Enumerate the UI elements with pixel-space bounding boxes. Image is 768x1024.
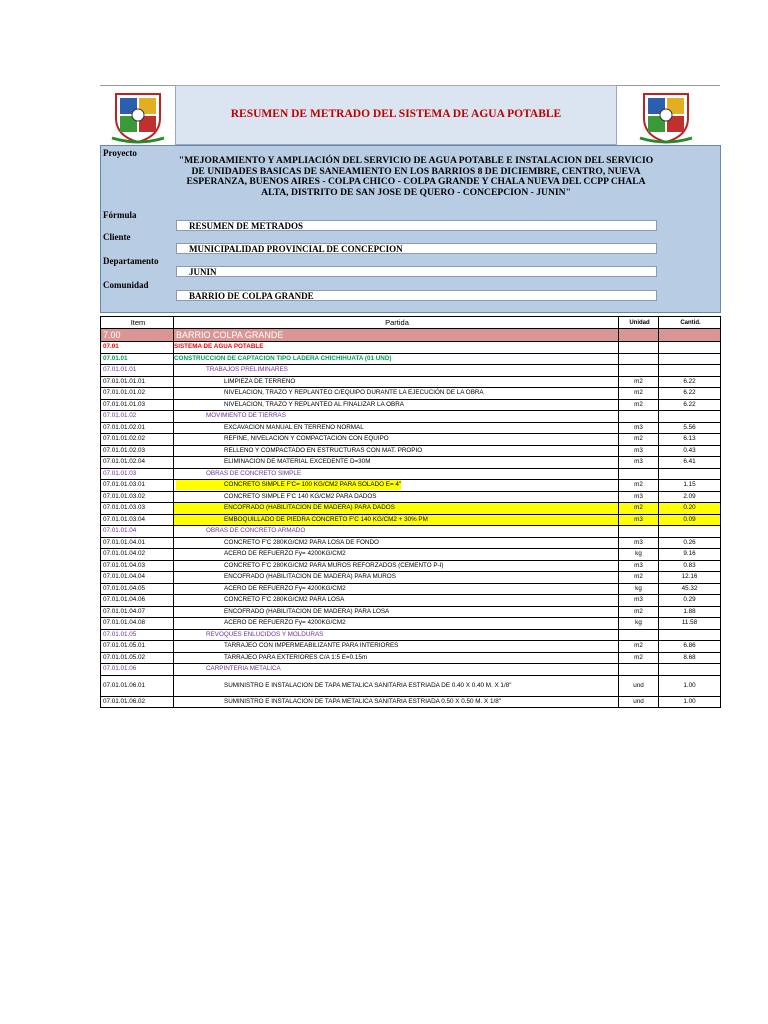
row-cantidad: 6.41 bbox=[659, 457, 721, 469]
table-row bbox=[101, 549, 721, 561]
table-row bbox=[101, 491, 721, 503]
row-unidad: m3 bbox=[619, 422, 659, 434]
cliente-label: Cliente bbox=[103, 232, 131, 242]
row-partida bbox=[174, 434, 619, 446]
row-unidad: m3 bbox=[619, 491, 659, 503]
table-row bbox=[101, 652, 721, 664]
table-row bbox=[101, 342, 721, 354]
row-partida-text: RELLENO Y COMPACTADO EN ESTRUCTURAS CON MAT. PROPIO bbox=[224, 446, 423, 454]
row-partida-text: NIVELACION, TRAZO Y REPLANTEO C/EQUIPO DURANTE LA EJECUCIÓN DE LA OBRA bbox=[224, 389, 484, 397]
row-partida-text: MOVIMIENTO DE TIERRAS bbox=[206, 412, 286, 420]
table-row bbox=[101, 457, 721, 469]
row-unidad: m2 bbox=[619, 480, 659, 492]
row-partida-text: ENCOFRADO (HABILITACION DE MADERA) PARA DADOS bbox=[224, 504, 395, 512]
row-unidad: m2 bbox=[619, 652, 659, 664]
row-partida-text: ACERO DE REFUERZO Fy= 4200KG/CM2 bbox=[224, 584, 346, 592]
row-unidad: m2 bbox=[619, 376, 659, 388]
row-partida-text: CARPINTERIA METALICA bbox=[206, 665, 281, 673]
comunidad-label: Comunidad bbox=[103, 280, 149, 290]
row-unidad: m2 bbox=[619, 606, 659, 618]
row-partida-text: OBRAS DE CONCRETO SIMPLE bbox=[206, 469, 302, 477]
row-cantidad: 9.16 bbox=[659, 549, 721, 561]
row-cantidad: 0.29 bbox=[659, 595, 721, 607]
row-item: 07.01.01 bbox=[101, 353, 174, 365]
row-partida-text: CONCRETO SIMPLE F'C 140 KG/CM2 PARA DADOS bbox=[224, 492, 377, 500]
row-partida-text: SUMINISTRO E INSTALACION DE TAPA METALICA SANITARIA ESTRIADA 0.50 X 0.50 M. X 1/8" bbox=[224, 697, 501, 705]
row-unidad: kg bbox=[619, 618, 659, 630]
row-unidad: m2 bbox=[619, 503, 659, 515]
row-item: 07.01.01.05.02 bbox=[101, 652, 174, 664]
table-row bbox=[101, 411, 721, 423]
row-partida-text: ELIMINACION DE MATERIAL EXCEDENTE D=30M bbox=[224, 458, 371, 466]
row-unidad bbox=[619, 342, 659, 354]
table-row bbox=[101, 514, 721, 526]
row-partida-text: REFINE, NIVELACION Y COMPACTACION CON EQUIPO bbox=[224, 435, 389, 443]
row-unidad: und bbox=[619, 696, 659, 708]
col-header-partida: Partida bbox=[174, 317, 619, 329]
col-header-item: Item bbox=[101, 317, 174, 329]
row-unidad: m3 bbox=[619, 445, 659, 457]
row-item: 07.01.01.04.01 bbox=[101, 537, 174, 549]
coat-of-arms-right-icon bbox=[638, 88, 694, 144]
table-row bbox=[101, 468, 721, 480]
table-row bbox=[101, 434, 721, 446]
section-title: BARRIO COLPA GRANDE bbox=[174, 329, 619, 342]
row-item: 07.01.01.03.01 bbox=[101, 480, 174, 492]
row-cantidad bbox=[659, 411, 721, 423]
row-partida-text: CONCRETO F'C 280KG/CM2 PARA LOSA bbox=[224, 596, 345, 604]
row-cantidad bbox=[659, 664, 721, 676]
row-item: 07.01.01.01.01 bbox=[101, 376, 174, 388]
formula-field: RESUMEN DE METRADOS bbox=[176, 220, 657, 231]
row-item: 07.01.01.06.01 bbox=[101, 675, 174, 696]
row-cantidad: 6.22 bbox=[659, 399, 721, 411]
row-partida-text: EMBOQUILLADO DE PIEDRA CONCRETO F'C 140 KG/CM2 + 30% PM bbox=[224, 515, 428, 523]
table-row bbox=[101, 353, 721, 365]
row-unidad: kg bbox=[619, 583, 659, 595]
table-row bbox=[101, 422, 721, 434]
row-partida bbox=[174, 457, 619, 469]
row-cantidad bbox=[659, 342, 721, 354]
row-item: 07.01.01.04 bbox=[101, 526, 174, 538]
row-cantidad: 0.09 bbox=[659, 514, 721, 526]
row-unidad bbox=[619, 411, 659, 423]
row-item: 07.01 bbox=[101, 342, 174, 354]
row-partida bbox=[174, 353, 619, 365]
row-partida bbox=[174, 399, 619, 411]
row-partida bbox=[174, 365, 619, 377]
row-cantidad bbox=[659, 353, 721, 365]
row-cantidad: 1.00 bbox=[659, 696, 721, 708]
row-unidad bbox=[619, 664, 659, 676]
row-partida-text: ACERO DE REFUERZO Fy= 4200KG/CM2 bbox=[224, 619, 346, 627]
row-partida-text: LIMPIEZA DE TERRENO bbox=[224, 377, 296, 385]
row-item: 07.01.01.04.08 bbox=[101, 618, 174, 630]
row-partida bbox=[174, 514, 619, 526]
row-partida bbox=[174, 411, 619, 423]
document-title: RESUMEN DE METRADO DEL SISTEMA DE AGUA POTABLE bbox=[230, 108, 562, 120]
departamento-field: JUNIN bbox=[176, 266, 657, 277]
row-partida bbox=[174, 583, 619, 595]
cliente-field: MUNICIPALIDAD PROVINCIAL DE CONCEPCION bbox=[176, 243, 657, 254]
table-row bbox=[101, 696, 721, 708]
table-row bbox=[101, 560, 721, 572]
proyecto-label: Proyecto bbox=[103, 148, 137, 158]
row-partida-text: TRABAJOS PRELIMINARES bbox=[206, 366, 288, 374]
project-info-panel bbox=[100, 145, 721, 313]
row-unidad: m2 bbox=[619, 434, 659, 446]
row-item: 07.01.01.02.01 bbox=[101, 422, 174, 434]
row-partida bbox=[174, 445, 619, 457]
row-item: 07.01.01.02.03 bbox=[101, 445, 174, 457]
row-partida bbox=[174, 491, 619, 503]
row-cantidad: 11.58 bbox=[659, 618, 721, 630]
row-cantidad: 0.20 bbox=[659, 503, 721, 515]
row-cantidad: 0.26 bbox=[659, 537, 721, 549]
row-partida-text: OBRAS DE CONCRETO ARMADO bbox=[206, 527, 306, 535]
row-partida bbox=[174, 629, 619, 641]
row-cantidad: 1.00 bbox=[659, 675, 721, 696]
table-row bbox=[101, 641, 721, 653]
row-partida-text: SUMINISTRO E INSTALACION DE TAPA METALICA SANITARIA ESTRIADA DE 0.40 X 0.40 M. X 1/8" bbox=[224, 681, 512, 689]
row-item: 07.01.01.04.02 bbox=[101, 549, 174, 561]
row-partida bbox=[174, 696, 619, 708]
row-cantidad: 2.09 bbox=[659, 491, 721, 503]
col-header-unidad: Unidad bbox=[619, 317, 659, 329]
row-unidad: m3 bbox=[619, 595, 659, 607]
row-cantidad: 8.68 bbox=[659, 652, 721, 664]
row-cantidad: 0.83 bbox=[659, 560, 721, 572]
row-cantidad bbox=[659, 526, 721, 538]
row-item: 07.01.01.06 bbox=[101, 664, 174, 676]
row-unidad: m3 bbox=[619, 560, 659, 572]
table-row bbox=[101, 376, 721, 388]
row-item: 07.01.01.05 bbox=[101, 629, 174, 641]
row-partida bbox=[174, 664, 619, 676]
row-unidad: m3 bbox=[619, 537, 659, 549]
row-cantidad: 6.22 bbox=[659, 388, 721, 400]
row-item: 07.01.01.05.01 bbox=[101, 641, 174, 653]
row-partida bbox=[174, 526, 619, 538]
row-unidad bbox=[619, 526, 659, 538]
row-item: 07.01.01.03.04 bbox=[101, 514, 174, 526]
row-unidad bbox=[619, 629, 659, 641]
row-item: 07.01.01.04.05 bbox=[101, 583, 174, 595]
row-unidad bbox=[619, 365, 659, 377]
row-partida bbox=[174, 376, 619, 388]
row-item: 07.01.01.06.02 bbox=[101, 696, 174, 708]
row-partida-text: ENCOFRADO (HABILITACION DE MADERA) PARA LOSA bbox=[224, 607, 390, 615]
document-title-box bbox=[175, 85, 617, 145]
row-item: 07.01.01.04.04 bbox=[101, 572, 174, 584]
section-item: 7.00 bbox=[101, 329, 174, 342]
table-header-row bbox=[101, 317, 721, 329]
row-item: 07.01.01.02.02 bbox=[101, 434, 174, 446]
row-partida bbox=[174, 595, 619, 607]
row-partida bbox=[174, 549, 619, 561]
row-item: 07.01.01.01 bbox=[101, 365, 174, 377]
proyecto-value: "MEJORAMIENTO Y AMPLIACIÓN DEL SERVICIO DE AGUA POTABLE E INSTALACION DEL SERVICIO DE UNIDADES BASICAS DE SANEAMIENTO EN LOS BARRIOS 8 DE DICIEMBRE, CENTRO, NUEVA ESPERANZA, BUENOS AIRES - COLPA CHICO - COLPA GRANDE Y CHALA NUEVA DEL CCPP CHALA ALTA, DISTRITO DE SAN JOSE DE QUERO - CONCEPCION - JUNIN" bbox=[178, 155, 654, 198]
table-row bbox=[101, 399, 721, 411]
row-partida bbox=[174, 675, 619, 696]
section-cantidad bbox=[659, 329, 721, 342]
table-row bbox=[101, 537, 721, 549]
row-cantidad bbox=[659, 365, 721, 377]
row-cantidad: 45.32 bbox=[659, 583, 721, 595]
row-item: 07.01.01.02.04 bbox=[101, 457, 174, 469]
row-cantidad: 0.43 bbox=[659, 445, 721, 457]
row-partida bbox=[174, 480, 619, 492]
row-item: 07.01.01.04.07 bbox=[101, 606, 174, 618]
row-unidad: m2 bbox=[619, 388, 659, 400]
row-partida-text: NIVELACION, TRAZO Y REPLANTEO AL FINALIZAR LA OBRA bbox=[224, 400, 404, 408]
row-cantidad: 5.56 bbox=[659, 422, 721, 434]
table-row bbox=[101, 618, 721, 630]
row-partida-text: TARRAJEO PARA EXTERIORES C/A 1:5 E=0.15m bbox=[224, 653, 368, 661]
row-item: 07.01.01.01.03 bbox=[101, 399, 174, 411]
row-partida bbox=[174, 537, 619, 549]
row-partida-text: TARRAJEO CON IMPERMEABILIZANTE PARA INTERIORES bbox=[224, 642, 399, 650]
row-cantidad: 6.13 bbox=[659, 434, 721, 446]
row-unidad: und bbox=[619, 675, 659, 696]
departamento-label: Departamento bbox=[103, 256, 159, 266]
table-row bbox=[101, 606, 721, 618]
row-cantidad: 12.16 bbox=[659, 572, 721, 584]
row-partida-text: ENCOFRADO (HABILITACION DE MADERA) PARA MUROS bbox=[224, 573, 396, 581]
row-unidad bbox=[619, 468, 659, 480]
row-partida-text: REVOQUES ENLUCIDOS Y MOLDURAS bbox=[206, 630, 324, 638]
row-unidad: m3 bbox=[619, 457, 659, 469]
row-partida-text: CONCRETO F'C 280KG/CM2 PARA LOSA DE FONDO bbox=[224, 538, 379, 546]
row-partida bbox=[174, 468, 619, 480]
row-partida-text: ACERO DE REFUERZO Fy= 4200KG/CM2 bbox=[224, 550, 346, 558]
row-item: 07.01.01.04.03 bbox=[101, 560, 174, 572]
coat-of-arms-left-icon bbox=[110, 88, 166, 144]
formula-label: Fórmula bbox=[103, 210, 137, 220]
table-row bbox=[101, 526, 721, 538]
section-unidad bbox=[619, 329, 659, 342]
row-partida bbox=[174, 560, 619, 572]
table-row bbox=[101, 583, 721, 595]
row-partida bbox=[174, 641, 619, 653]
table-row bbox=[101, 445, 721, 457]
col-header-cantidad: Cantid. bbox=[659, 317, 721, 329]
row-cantidad: 1.88 bbox=[659, 606, 721, 618]
row-cantidad bbox=[659, 629, 721, 641]
row-partida-text: CONSTRUCCION DE CAPTACION TIPO LADERA CHICHIHUATA (01 UND) bbox=[174, 354, 392, 362]
table-row bbox=[101, 388, 721, 400]
comunidad-field: BARRIO DE COLPA GRANDE bbox=[176, 290, 657, 301]
table-row bbox=[101, 503, 721, 515]
row-partida bbox=[174, 503, 619, 515]
row-partida bbox=[174, 618, 619, 630]
row-cantidad: 6.86 bbox=[659, 641, 721, 653]
table-row bbox=[101, 365, 721, 377]
row-partida bbox=[174, 572, 619, 584]
row-partida bbox=[174, 342, 619, 354]
row-item: 07.01.01.04.06 bbox=[101, 595, 174, 607]
row-item: 07.01.01.03.03 bbox=[101, 503, 174, 515]
row-cantidad: 1.15 bbox=[659, 480, 721, 492]
row-partida bbox=[174, 388, 619, 400]
row-cantidad bbox=[659, 468, 721, 480]
table-row bbox=[101, 595, 721, 607]
row-partida-text: CONCRETO F'C 280KG/CM2 PARA MUROS REFORZADOS (CEMENTO P-I) bbox=[224, 561, 444, 569]
row-partida bbox=[174, 652, 619, 664]
row-unidad: m3 bbox=[619, 514, 659, 526]
row-unidad: m2 bbox=[619, 572, 659, 584]
row-unidad: m2 bbox=[619, 641, 659, 653]
table-row bbox=[101, 572, 721, 584]
section-row bbox=[101, 329, 721, 342]
row-cantidad: 6.22 bbox=[659, 376, 721, 388]
table-row bbox=[101, 664, 721, 676]
row-unidad: kg bbox=[619, 549, 659, 561]
metrado-table bbox=[100, 316, 721, 708]
row-partida-text: CONCRETO SIMPLE F'C= 100 KG/CM2 PARA SOLADO E= 4" bbox=[176, 480, 401, 490]
row-item: 07.01.01.03 bbox=[101, 468, 174, 480]
row-partida-text: EXCAVACION MANUAL EN TERRENO NORMAL bbox=[224, 423, 364, 431]
table-row bbox=[101, 675, 721, 696]
row-partida bbox=[174, 422, 619, 434]
row-partida bbox=[174, 606, 619, 618]
row-unidad: m2 bbox=[619, 399, 659, 411]
row-item: 07.01.01.03.02 bbox=[101, 491, 174, 503]
row-partida-text: SISTEMA DE AGUA POTABLE bbox=[174, 343, 264, 351]
table-row bbox=[101, 629, 721, 641]
row-unidad bbox=[619, 353, 659, 365]
row-item: 07.01.01.01.02 bbox=[101, 388, 174, 400]
row-item: 07.01.01.02 bbox=[101, 411, 174, 423]
table-row bbox=[101, 480, 721, 492]
